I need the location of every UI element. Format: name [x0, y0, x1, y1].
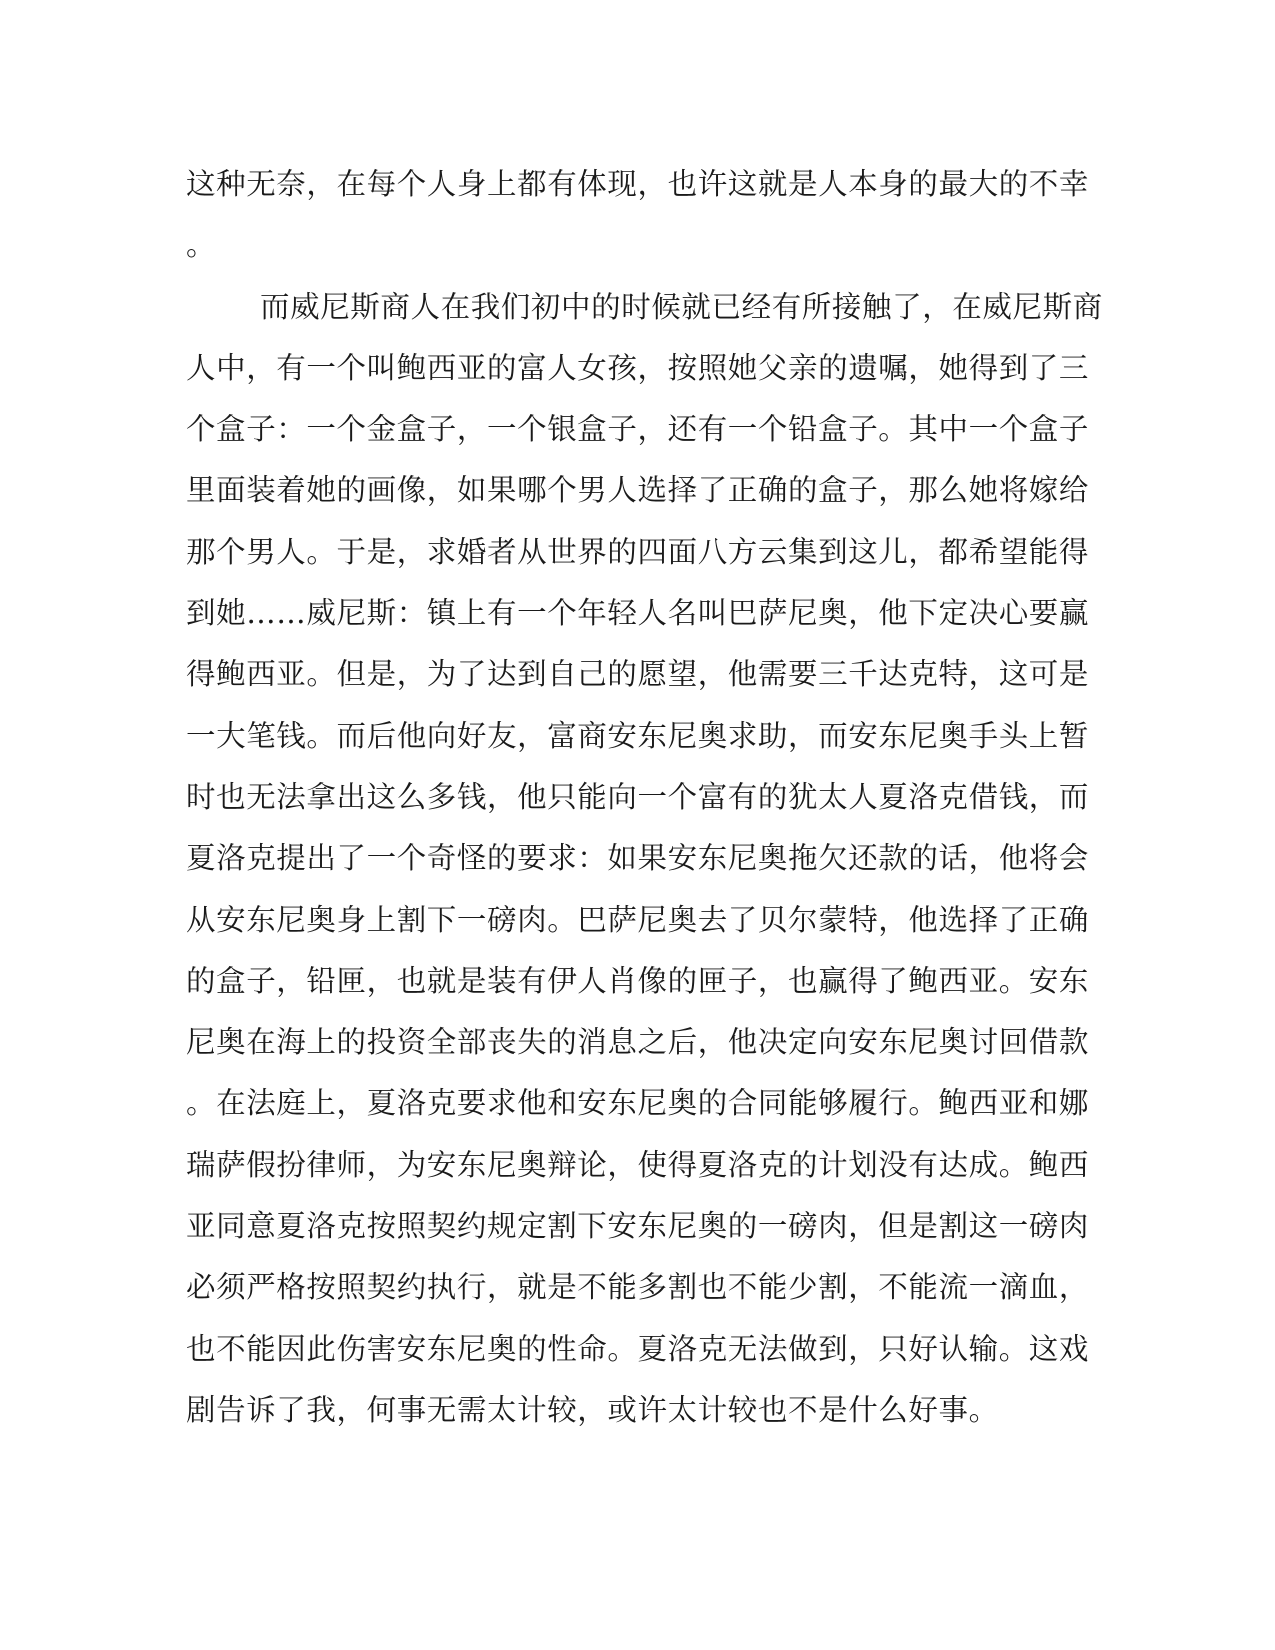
text-line: 亚同意夏洛克按照契约规定割下安东尼奥的一磅肉，但是割这一磅肉 [186, 1209, 1090, 1244]
text-line: 一大笔钱。而后他向好友，富商安东尼奥求助，而安东尼奥手头上暂 [186, 718, 1090, 753]
text-line: 瑞萨假扮律师，为安东尼奥辩论，使得夏洛克的计划没有达成。鲍西 [186, 1147, 1090, 1182]
text-line: 。 [186, 228, 217, 263]
text-line: 的盒子，铅匣，也就是装有伊人肖像的匣子，也赢得了鲍西亚。安东 [186, 963, 1090, 998]
text-line: 。在法庭上，夏洛克要求他和安东尼奥的合同能够履行。鲍西亚和娜 [186, 1086, 1090, 1121]
text-line: 人中，有一个叫鲍西亚的富人女孩，按照她父亲的遗嘱，她得到了三 [186, 350, 1090, 385]
text-line: 这种无奈，在每个人身上都有体现，也许这就是人本身的最大的不幸 [186, 167, 1090, 201]
text-line: 从安东尼奥身上割下一磅肉。巴萨尼奥去了贝尔蒙特，他选择了正确 [186, 902, 1090, 937]
text-line: 也不能因此伤害安东尼奥的性命。夏洛克无法做到，只好认输。这戏 [186, 1331, 1090, 1366]
text-line: 剧告诉了我，何事无需太计较，或许太计较也不是什么好事。 [186, 1392, 999, 1427]
text-line: 时也无法拿出这么多钱，他只能向一个富有的犹太人夏洛克借钱，而 [186, 779, 1090, 814]
body-text [186, 164, 1103, 1451]
text-line: 那个男人。于是，求婚者从世界的四面八方云集到这儿，都希望能得 [186, 534, 1090, 569]
text-line: 夏洛克提出了一个奇怪的要求：如果安东尼奥拖欠还款的话，他将会 [186, 841, 1090, 876]
paragraph-first-line: 而威尼斯商人在我们初中的时候就已经有所接触了，在威尼斯商 [260, 289, 1103, 324]
text-line: 个盒子：一个金盒子，一个银盒子，还有一个铅盒子。其中一个盒子 [186, 412, 1090, 447]
text-line: 尼奥在海上的投资全部丧失的消息之后，他决定向安东尼奥讨回借款 [186, 1025, 1090, 1060]
text-line: 必须严格按照契约执行，就是不能多割也不能少割，不能流一滴血， [186, 1270, 1090, 1305]
text-line: 到她……威尼斯：镇上有一个年轻人名叫巴萨尼奥，他下定决心要赢 [186, 596, 1090, 631]
text-line: 得鲍西亚。但是，为了达到自己的愿望，他需要三千达克特，这可是 [186, 657, 1090, 692]
text-line: 里面装着她的画像，如果哪个男人选择了正确的盒子，那么她将嫁给 [186, 473, 1090, 508]
